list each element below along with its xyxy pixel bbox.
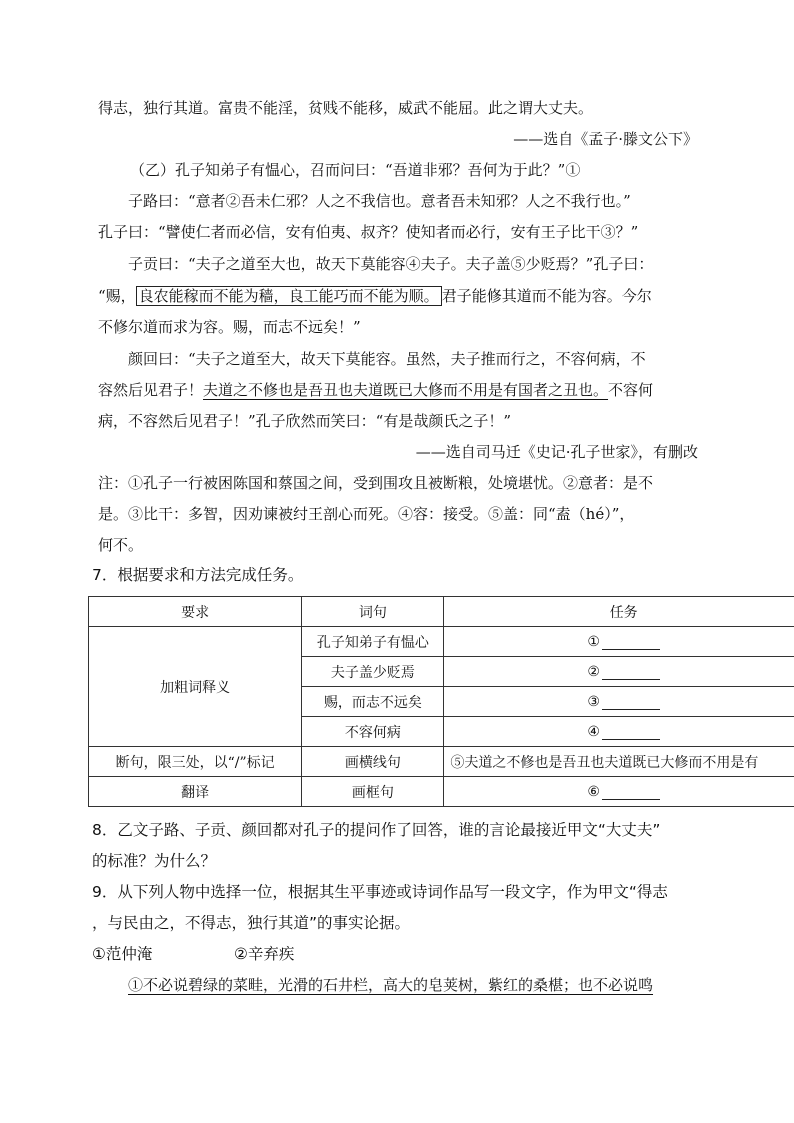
table-header: 任务 (444, 597, 794, 627)
text-fragment: 容然后见君子！ (98, 381, 204, 399)
passage-jia-line: 得志，独行其道。富贵不能淫，贫贱不能移，威武不能屈。此之谓大丈夫。 (98, 99, 594, 117)
answer-blank[interactable] (602, 785, 660, 800)
answer-text-line: ①不必说碧绿的菜畦，光滑的石井栏，高大的皂荚树，紫红的桑椹；也不必说鸣 (128, 976, 654, 994)
notes-line-1: 注：①孔子一行被困陈国和蔡国之间，受到围攻且被断粮，处境堪忧。②意者：是不 (98, 474, 654, 492)
table-header-row (89, 597, 794, 627)
passage-yi-line-2: 子路曰：“意者②吾未仁邪？人之不我信也。意者吾未知邪？人之不我行也。” (128, 192, 631, 210)
answer-blank[interactable] (602, 725, 660, 740)
passage-yi-source: ——选自司马迁《史记·孔子世家》，有删改 (415, 443, 698, 461)
requirement-cell: 断句，限三处，以“/”标记 (89, 747, 302, 777)
table-row (89, 627, 794, 657)
phrase-cell: 夫子盖少贬焉 (302, 657, 444, 687)
question-9-line-1: 9．从下列人物中选择一位，根据其生平事迹或诗词作品写一段文字，作为甲文“得志 (92, 883, 668, 901)
passage-yi-line-4: 子贡曰：“夫子之道至大也，故天下莫能容④夫子。夫子盖⑤少贬焉？”孔子曰： (128, 255, 654, 273)
answer-mark: ① (587, 633, 600, 650)
answer-cell[interactable] (444, 657, 794, 687)
answer-mark: ② (587, 663, 600, 680)
task-table (88, 596, 794, 807)
table-header: 词句 (302, 597, 444, 627)
requirement-cell: 加粗词释义 (89, 627, 302, 747)
answer-blank[interactable] (602, 635, 660, 650)
answer-blank[interactable] (602, 695, 660, 710)
question-8-line-1: 8．乙文子路、子贡、颜回都对孔子的提问作了回答，谁的言论最接近甲文“大丈夫” (92, 821, 661, 839)
option-xin-qiji: ②辛弃疾 (234, 945, 295, 963)
requirement-cell: 翻译 (89, 777, 302, 807)
answer-cell[interactable] (444, 777, 794, 807)
option-fan-zhongyan: ①范仲淹 (92, 945, 153, 963)
passage-yi-line-1: （乙）孔子知弟子有愠心，召而问曰：“吾道非邪？吾何为于此？”① (130, 161, 581, 179)
phrase-cell: 赐，而志不远矣 (302, 687, 444, 717)
underlined-sentence: 夫道之不修也是吾丑也夫道既已大修而不用是有国者之丑也。 (203, 381, 609, 399)
phrase-cell: 不容何病 (302, 717, 444, 747)
answer-mark: ⑥ (587, 783, 600, 800)
method-cell: 画框句 (302, 777, 444, 807)
passage-yi-line-9: 病，不容然后见君子！”孔子欣然而笑曰：“有是哉颜氏之子！” (98, 412, 512, 430)
boxed-sentence: 良农能稼而不能为穑，良工能巧而不能为顺。 (136, 286, 442, 306)
passage-yi-line-3: 孔子曰：“譬使仁者而必信，安有伯夷、叔齐？使知者而必行，安有王子比干③？” (98, 223, 639, 241)
method-cell: 画横线句 (302, 747, 444, 777)
answer-cell[interactable] (444, 687, 794, 717)
table-row (89, 777, 794, 807)
question-7-title: 7．根据要求和方法完成任务。 (92, 566, 304, 584)
answer-blank[interactable] (602, 665, 660, 680)
passage-yi-line-8 (98, 380, 653, 400)
table-header: 要求 (89, 597, 302, 627)
answer-cell[interactable] (444, 627, 794, 657)
passage-jia-source: ——选自《孟子·滕文公下》 (513, 130, 698, 148)
notes-line-2: 是。③比干：多智，因劝谏被纣王剖心而死。④容：接受。⑤盖：同“盍（hé）”， (98, 505, 635, 523)
question-8-line-2: 的标准？为什么？ (92, 852, 217, 870)
passage-yi-line-6: 不修尔道而求为容。赐，而志不远矣！” (98, 318, 361, 336)
sentence-break-task[interactable]: ⑤夫道之不修也是吾丑也夫道既已大修而不用是有 (444, 747, 794, 777)
passage-yi-line-5 (98, 286, 652, 306)
text-fragment: “赐， (98, 287, 136, 305)
text-fragment: 君子能修其道而不能为容。今尔 (441, 287, 652, 305)
question-9-line-2: ，与民由之，不得志，独行其道”的事实论据。 (92, 914, 411, 932)
answer-mark: ③ (587, 693, 600, 710)
answer-cell[interactable] (444, 717, 794, 747)
answer-mark: ④ (587, 723, 600, 740)
passage-yi-line-7: 颜回曰：“夫子之道至大，故天下莫能容。虽然，夫子推而行之，不容何病，不 (128, 350, 646, 368)
phrase-cell: 孔子知弟子有愠心 (302, 627, 444, 657)
table-row (89, 747, 794, 777)
text-fragment: 不容何 (608, 381, 654, 399)
notes-line-3: 何不。 (98, 536, 144, 554)
